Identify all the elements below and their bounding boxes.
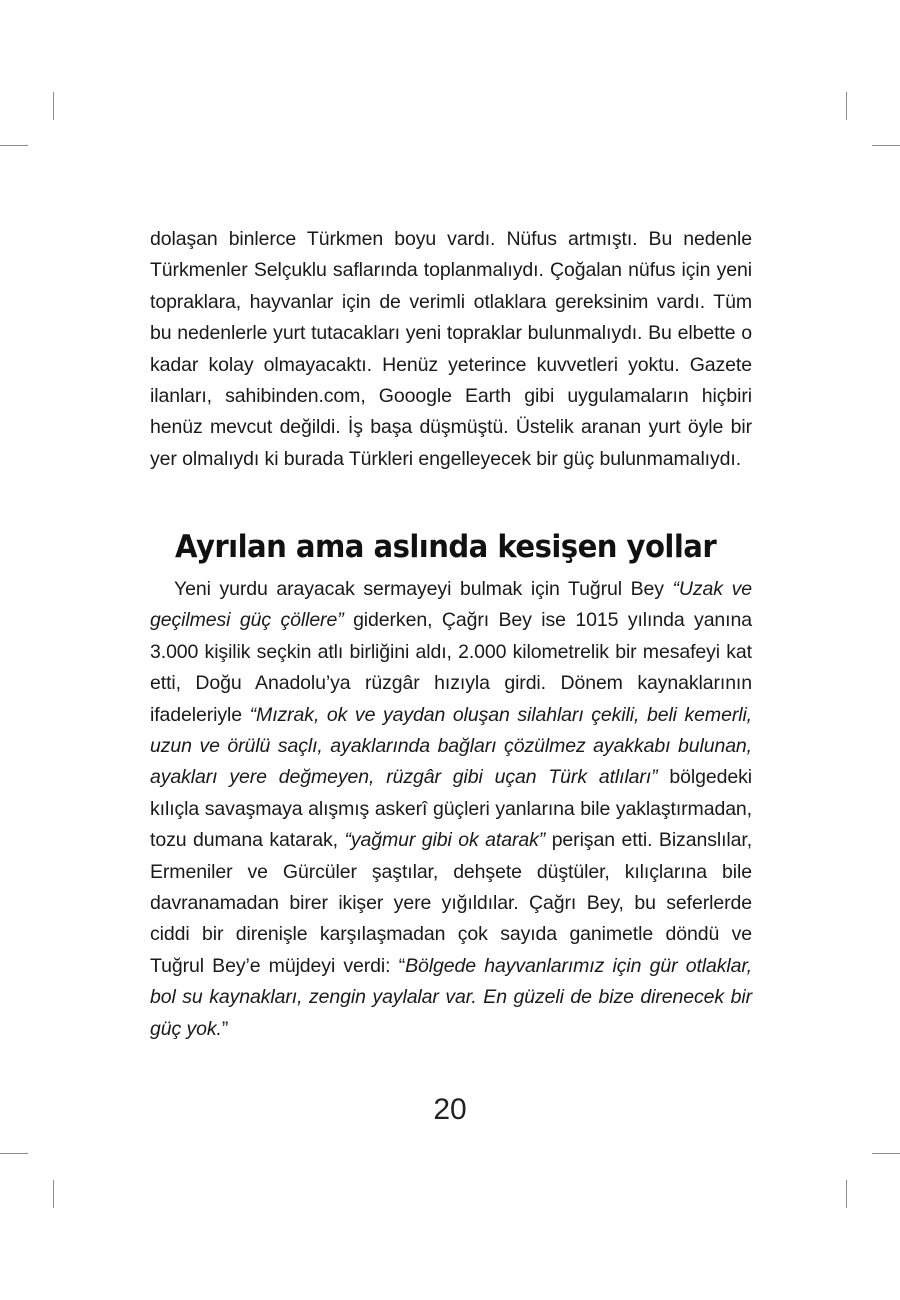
quote-run: Bölgede hayvanlarımız için gür otlaklar, bol su kaynakları, zengin yaylalar var. En güzeli de bize direnecek bir güç yok. [150,954,753,1040]
crop-mark-top-left [53,92,54,120]
text-run: Yeni yurdu arayacak sermayeyi bulmak için Tuğrul Bey [174,578,673,600]
crop-mark-top-right [872,145,900,146]
text-run: ” [221,1017,229,1040]
section-paragraph [150,574,752,1045]
text-run: perişan etti. Bizanslılar, Ermeniler ve Gürcüler şaştılar, dehşete düştüler, kılıçlarına bile davranamadan birer ikişer yere yığıldılar. Çağrı Bey, bu seferlerde ciddi bir direnişle karşılaşmadan çok sayıda ganimetle döndü ve Tuğrul Bey’e müjdeyi verdi: “ [150,829,753,977]
crop-mark-bottom-left [0,1153,28,1154]
text-run: bölgedeki kılıçla savaşmaya alışmış askerî güçleri yanlarına bile yaklaştırmadan, tozu dumana katarak, [150,766,753,852]
crop-mark-bottom-right [872,1153,900,1154]
quote-run: “Mızrak, ok ve yaydan oluşan silahları çekili, beli kemerli, uzun ve örülü saçlı, ayaklarında bağları çözülmez ayakkabı bulunan, ayakları yere değmeyen, rüzgâr gibi uçan Türk atlıları” [150,703,752,789]
quote-run: “yağmur gibi ok atarak” [344,829,546,852]
crop-mark-top-left [0,145,28,146]
intro-paragraph: dolaşan binlerce Türkmen boyu vardı. Nüfus artmıştı. Bu nedenle Türkmenler Selçuklu saflarında toplanmalıydı. Çoğalan nüfus için yeni topraklara, hayvanlar için de verimli otlaklara gereksinim vardı. Tüm bu nedenlerle yurt tutacakları yeni topraklar bulunmalıydı. Bu elbette o kadar kolay olmayacaktı. Henüz yeterince kuvvetleri yoktu. Gazete ilanları, sahibinden.com, Gooogle Earth gibi uygulamaların hiçbiri henüz mevcut değildi. İş başa düşmüştü. Üstelik aranan yurt öyle bir yer olmalıydı ki burada Türkleri engelleyecek bir güç bulunmamalıydı. [150,228,752,470]
page-number: 20 [433,1093,467,1126]
text-run: giderken, Çağrı Bey ise 1015 yılında yanına 3.000 kişilik seçkin atlı birliğini aldı, 2.000 kilometrelik bir mesafeyi kat etti, Doğu Anadolu’ya rüzgâr hızıyla girdi. Dönem kaynaklarının ifadeleriyle [150,609,752,726]
quote-run: “Uzak ve geçilmesi güç çöllere” [150,578,752,632]
section-paragraph-block [150,574,752,1045]
crop-mark-top-right [846,92,847,120]
crop-mark-bottom-right [846,1180,847,1208]
section-heading: Ayrılan ama aslında kesişen yollar [175,529,717,565]
crop-mark-bottom-left [53,1180,54,1208]
intro-paragraph-block [150,224,752,475]
